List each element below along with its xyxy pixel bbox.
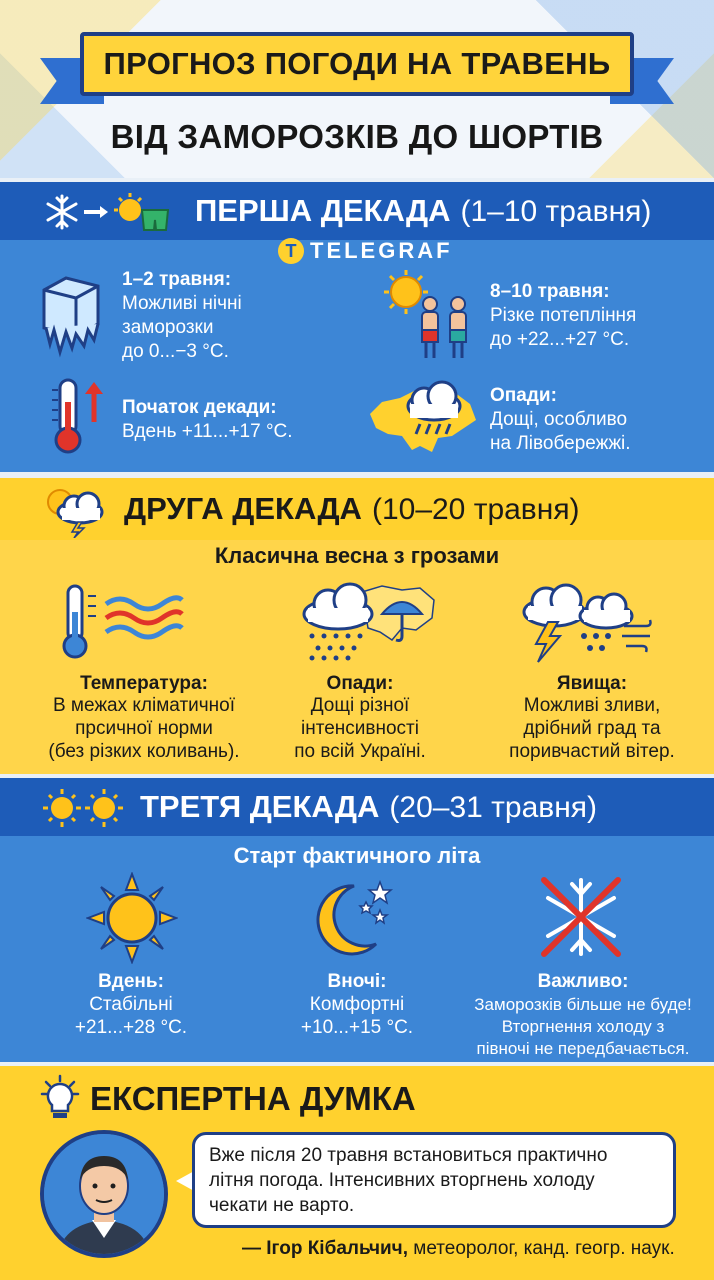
d2-col2-heading: Опади: (326, 673, 394, 694)
d2-col1-line1: В межах кліматичної (52, 695, 236, 716)
expert-title: ЕКСПЕРТНА ДУМКА (90, 1080, 416, 1117)
crossed-snowflake-icon (538, 874, 624, 960)
decade1-range: (1–10 травня) (460, 195, 652, 228)
decade1-bar (0, 182, 714, 240)
quote-line-3: чекати не варто. (209, 1195, 355, 1216)
d1-item1-line2: заморозки (122, 317, 214, 338)
telegraf-name: TELEGRAF (310, 238, 453, 263)
decade2-title (124, 491, 580, 527)
d3-col3-line3: півночі не передбачається. (476, 1039, 690, 1058)
decade2-bar (0, 478, 714, 540)
decade3-title (140, 789, 597, 825)
decade3-bar (0, 778, 714, 836)
d1-item4-heading: Опади: (490, 385, 557, 406)
d2-col1-heading: Температура: (80, 673, 208, 694)
d3-col3-line1: Заморозків більше не буде! (474, 995, 692, 1014)
rain-umbrella-map-icon (298, 578, 438, 664)
sun-icon (86, 872, 178, 964)
decade2-subtitle: Класична весна з грозами (214, 543, 500, 568)
d3-col1-line1: Стабільні (89, 994, 173, 1015)
decade3-title-text: ТРЕТЯ ДЕКАДА (140, 789, 380, 824)
expert-author: — Ігор Кібальчич, (242, 1238, 408, 1259)
decade2-title-text: ДРУГА ДЕКАДА (124, 491, 362, 526)
d1-item3-line2: до +22...+27 °С. (490, 329, 630, 350)
moon-stars-icon (314, 878, 398, 958)
d2-col3-line2: дрібний град та (523, 718, 661, 739)
sun-people-icon (382, 268, 478, 362)
decade3-range: (20–31 травня) (389, 791, 598, 824)
quote-line-2: літня погода. Інтенсивних вторгнень холоду (209, 1170, 595, 1191)
d1-item3-heading: 8–10 травня: (490, 281, 610, 302)
page-subtitle: ВІД ЗАМОРОЗКІВ ДО ШОРТІВ (110, 118, 604, 155)
two-suns-icon (42, 788, 126, 828)
decade2-range: (10–20 травня) (371, 493, 580, 526)
d2-col2-line1: Дощі різної (310, 695, 410, 716)
d2-col2-line2: інтенсивності (301, 718, 419, 739)
d3-col2-line2: +10...+15 °С. (300, 1017, 414, 1038)
ukraine-rain-map-icon (366, 376, 480, 460)
decade1-title (195, 193, 651, 229)
telegraf-logo-icon: T (278, 238, 304, 264)
page-title: ПРОГНОЗ ПОГОДИ НА ТРАВЕНЬ (103, 46, 611, 81)
header (0, 0, 714, 178)
thermometer-rising-icon (48, 376, 108, 456)
d1-item1-line3: до 0...−3 °С. (122, 341, 229, 362)
telegraf-watermark (278, 238, 453, 264)
d3-col3-heading: Важливо: (537, 971, 629, 992)
d1-item1-heading: 1–2 травня: (122, 269, 232, 290)
d1-item4-line2: на Лівобережжі. (490, 433, 631, 454)
sun-cloud-storm-icon (40, 484, 106, 538)
d2-col1-line2: прсичної норми (75, 718, 213, 739)
d3-col1-heading: Вдень: (98, 971, 164, 992)
d1-item4-line1: Дощі, особливо (490, 409, 628, 430)
avatar (40, 1130, 168, 1258)
quote-line-1: Вже після 20 травня встановиться практично (209, 1145, 608, 1166)
d1-item2-heading: Початок декади: (122, 397, 277, 418)
thermometer-wind-icon (54, 582, 190, 662)
title-ribbon (80, 32, 634, 96)
d1-item2-line1: Вдень +11...+17 °С. (122, 421, 293, 442)
d1-item3-line1: Різке потепління (490, 305, 637, 326)
d1-item1-line1: Можливі нічні (122, 293, 242, 314)
d3-col3-line2: Вторгнення холоду з (501, 1017, 665, 1036)
d2-col3-line3: поривчастий вітер. (509, 741, 675, 762)
expert-portrait-icon (44, 1134, 164, 1254)
storm-hail-wind-icon (514, 580, 656, 664)
lightbulb-icon (38, 1074, 82, 1124)
expert-role: метеоролог, канд. геогр. наук. (413, 1238, 675, 1259)
decade3-subtitle: Старт фактичного літа (233, 843, 481, 868)
d2-col1-line3: (без різких коливань). (48, 741, 240, 762)
expert-signature (242, 1238, 675, 1260)
speech-bubble (192, 1132, 676, 1228)
snow-to-sun-icon (42, 192, 182, 232)
d2-col2-line3: по всій Україні. (294, 741, 426, 762)
decade1-title-text: ПЕРША ДЕКАДА (195, 193, 451, 228)
d3-col2-heading: Вночі: (327, 971, 387, 992)
d3-col1-line2: +21...+28 °С. (74, 1017, 188, 1038)
ice-cube-icon (38, 272, 104, 358)
d3-col2-line1: Комфортні (309, 994, 405, 1015)
d2-col3-heading: Явища: (556, 673, 628, 694)
d2-col3-line1: Можливі зливи, (523, 695, 661, 716)
